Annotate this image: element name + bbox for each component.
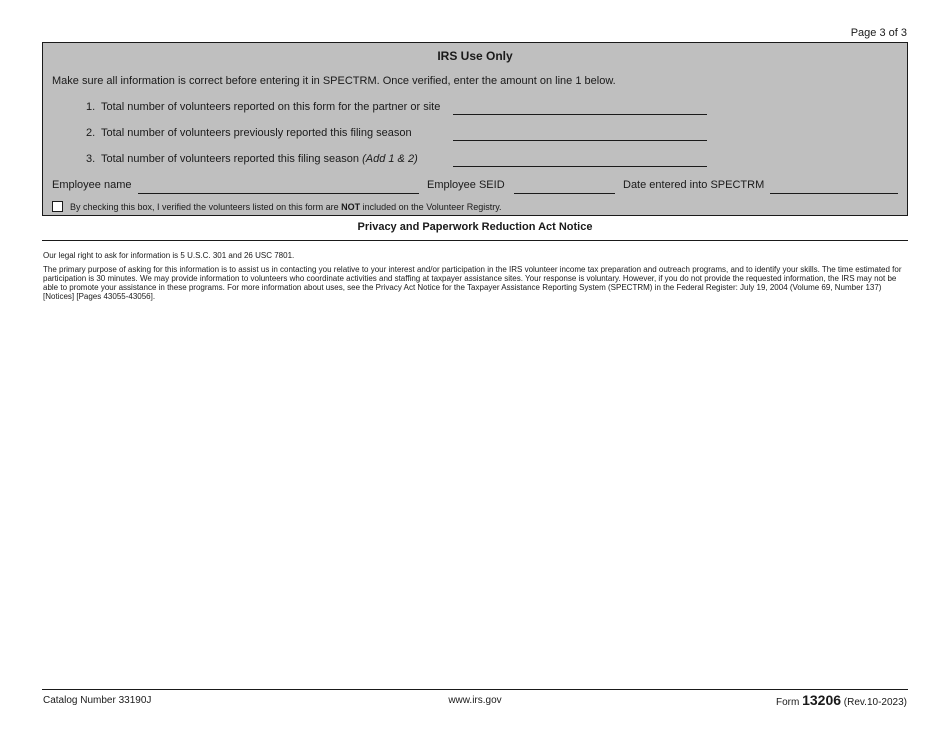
- employee-row: [43, 177, 907, 197]
- verification-checkbox-row: [52, 201, 502, 212]
- privacy-purpose-text: The primary purpose of asking for this information is to assist us in contacting you relative to your interest and/or participation in the IRS volunteer income tax preparation and outreach programs, and to identify your skills. The time estimated for participation is 30 minutes. We may provide information to volunteers who coordinate activities and staffing at taxpayer assistance sites. Your response is voluntary. However, if you do not provide the requested information, the IRS may not be able to promote your assistance in these programs. For more information about uses, see the Privacy Act Notice for the Taxpayer Assistance Reporting System (SPECTRM) in the Federal Register: July 19, 2004 (Volume 69, Number 137) [Notices] [Pages 43055-43056].: [43, 265, 902, 301]
- line-3-field[interactable]: [453, 151, 707, 167]
- line-2-field[interactable]: [453, 125, 707, 141]
- line-1-row: [43, 99, 907, 119]
- form-number: 13206: [802, 692, 842, 708]
- line-2-row: [43, 125, 907, 145]
- irs-use-only-section: [42, 42, 908, 216]
- catalog-number: Catalog Number 33190J: [43, 695, 152, 706]
- line-label: Total number of volunteers previously reported this filing season: [101, 127, 412, 139]
- date-entered-field[interactable]: [770, 177, 898, 194]
- website-link[interactable]: www.irs.gov: [448, 695, 502, 706]
- line-number: 3.: [86, 153, 96, 165]
- employee-name-label: Employee name: [52, 179, 132, 191]
- legal-right-text: Our legal right to ask for information is 5 U.S.C. 301 and 26 USC 7801.: [43, 251, 295, 260]
- line-number: 1.: [86, 101, 96, 113]
- date-entered-label: Date entered into SPECTRM: [623, 179, 765, 191]
- verification-checkbox[interactable]: [52, 201, 63, 212]
- footer-divider: [42, 689, 908, 690]
- line-label: Total number of volunteers reported on this form for the partner or site: [101, 101, 441, 113]
- divider: [42, 240, 908, 241]
- line-number: 2.: [86, 127, 96, 139]
- employee-seid-label: Employee SEID: [427, 179, 505, 191]
- employee-name-field[interactable]: [138, 177, 419, 194]
- line-label: Total number of volunteers reported this filing season (Add 1 & 2): [101, 153, 418, 165]
- line-1-field[interactable]: [453, 99, 707, 115]
- privacy-notice-title: Privacy and Paperwork Reduction Act Notice: [357, 221, 593, 233]
- form-identifier: Form 13206 (Rev.10-2023): [775, 692, 907, 708]
- irs-section-title: IRS Use Only: [437, 49, 513, 63]
- line-3-row: [43, 151, 907, 171]
- irs-instruction: Make sure all information is correct before entering it in SPECTRM. Once verified, enter the amount on line 1 below.: [52, 75, 616, 87]
- employee-seid-field[interactable]: [514, 177, 615, 194]
- verification-text: By checking this box, I verified the volunteers listed on this form are NOT included on the Volunteer Registry.: [70, 201, 502, 212]
- page-number: Page 3 of 3: [850, 27, 907, 39]
